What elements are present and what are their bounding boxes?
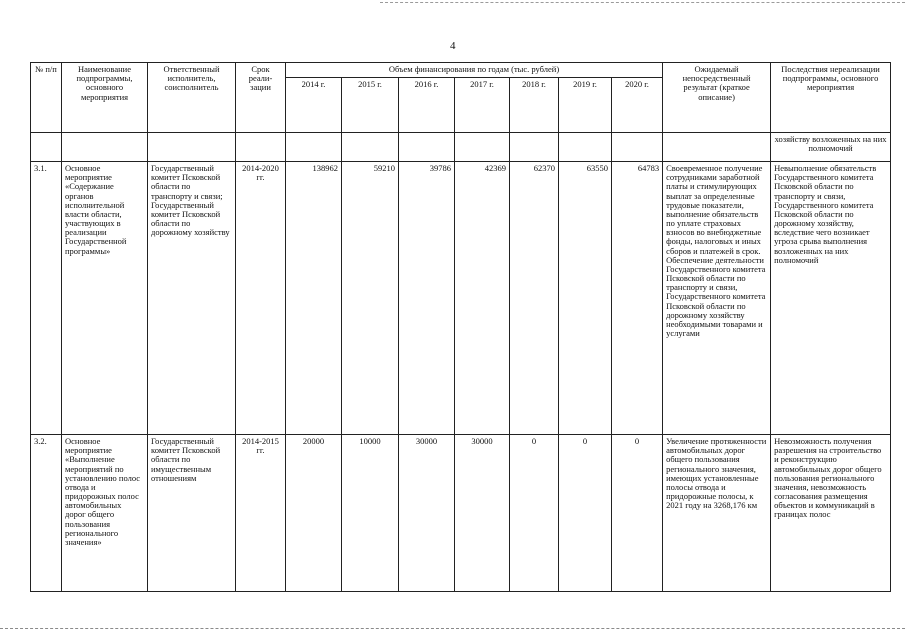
empty-cell — [455, 133, 510, 162]
header-num: № п/п — [31, 63, 62, 133]
row-expected: Своевременное получение сотрудниками заработной платы и стимулирующих выплат за определенные трудовые показатели, выполнение обязательств по уплате страховых взносов во внебюджетные фонды, налоговых и иных сборов и платежей в срок. Обеспечение деятельности Государственного комитета Псковской области по транспорту и связи, Государственного комитета Псковской области по дорожному хозяйству необходимыми товарами и услугами — [663, 162, 771, 435]
header-consequences: Последствия нереализации подпрограммы, основного мероприятия — [771, 63, 891, 133]
row-value: 30000 — [399, 435, 455, 592]
empty-cell — [286, 133, 342, 162]
row-value: 64783 — [612, 162, 663, 435]
program-table — [30, 62, 891, 592]
table-row — [31, 435, 891, 592]
empty-cell — [663, 133, 771, 162]
row-value: 20000 — [286, 435, 342, 592]
empty-cell — [62, 133, 148, 162]
row-value: 0 — [612, 435, 663, 592]
header-year: 2017 г. — [455, 78, 510, 133]
row-value: 39786 — [399, 162, 455, 435]
table-row — [31, 162, 891, 435]
row-name: Основное мероприятие «Содержание органов исполнительной власти области, участвующих в реализации Государственной программы» — [62, 162, 148, 435]
header-year: 2018 г. — [510, 78, 559, 133]
header-year: 2015 г. — [342, 78, 399, 133]
row-name: Основное мероприятие «Выполнение мероприятий по установлению полос отвода и придорожных полос автомобильных дорог общего пользования регионального значения» — [62, 435, 148, 592]
header-responsible: Ответственный исполнитель, соисполнитель — [148, 63, 236, 133]
empty-cell — [148, 133, 236, 162]
header-year: 2014 г. — [286, 78, 342, 133]
row-value: 10000 — [342, 435, 399, 592]
header-row — [31, 63, 891, 78]
continuation-cell — [771, 133, 891, 162]
header-term: Срок реали-зации — [236, 63, 286, 133]
page-number: 4 — [450, 40, 456, 52]
header-year: 2016 г. — [399, 78, 455, 133]
row-value: 0 — [559, 435, 612, 592]
header-financing: Объем финансирования по годам (тыс. рублей) — [286, 63, 663, 78]
row-value: 62370 — [510, 162, 559, 435]
empty-cell — [559, 133, 612, 162]
empty-cell — [510, 133, 559, 162]
row-term: 2014-2020 гг. — [236, 162, 286, 435]
continuation-text: хозяйству возложенных на них полномочий — [774, 134, 887, 154]
row-consequences: Невыполнение обязательств Государственного комитета Псковской области по транспорту и связи, Государственного комитета Псковской области по дорожному хозяйству, вследствие чего возникает угроза срыва выполнения возложенных на них полномочий — [771, 162, 891, 435]
row-value: 30000 — [455, 435, 510, 592]
row-responsible: Государственный комитет Псковской области по имущественным отношениям — [148, 435, 236, 592]
row-num: 3.1. — [31, 162, 62, 435]
row-responsible: Государственный комитет Псковской области по транспорту и связи; Государственный комитет Псковской области по дорожному хозяйству — [148, 162, 236, 435]
row-value: 63550 — [559, 162, 612, 435]
scan-edge-bottom — [0, 628, 905, 629]
header-year: 2019 г. — [559, 78, 612, 133]
scan-edge-top — [380, 2, 905, 3]
row-value: 59210 — [342, 162, 399, 435]
row-value: 0 — [510, 435, 559, 592]
row-consequences: Невозможность получения разрешения на строительство и реконструкцию автомобильных дорог общего пользования регионального значения, невозможность согласования размещения объектов и коммуникаций в границах полос — [771, 435, 891, 592]
continuation-row — [31, 133, 891, 162]
row-expected: Увеличение протяженности автомобильных дорог общего пользования регионального значения, имеющих установленные полосы отвода и придорожные полосы, к 2021 году на 3268,176 км — [663, 435, 771, 592]
row-value: 138962 — [286, 162, 342, 435]
empty-cell — [31, 133, 62, 162]
row-num: 3.2. — [31, 435, 62, 592]
header-name: Наименование подпрограммы, основного мероприятия — [62, 63, 148, 133]
row-term: 2014-2015 гг. — [236, 435, 286, 592]
empty-cell — [236, 133, 286, 162]
row-value: 42369 — [455, 162, 510, 435]
empty-cell — [342, 133, 399, 162]
header-expected: Ожидаемый непосредственный результат (краткое описание) — [663, 63, 771, 133]
empty-cell — [612, 133, 663, 162]
empty-cell — [399, 133, 455, 162]
header-year: 2020 г. — [612, 78, 663, 133]
